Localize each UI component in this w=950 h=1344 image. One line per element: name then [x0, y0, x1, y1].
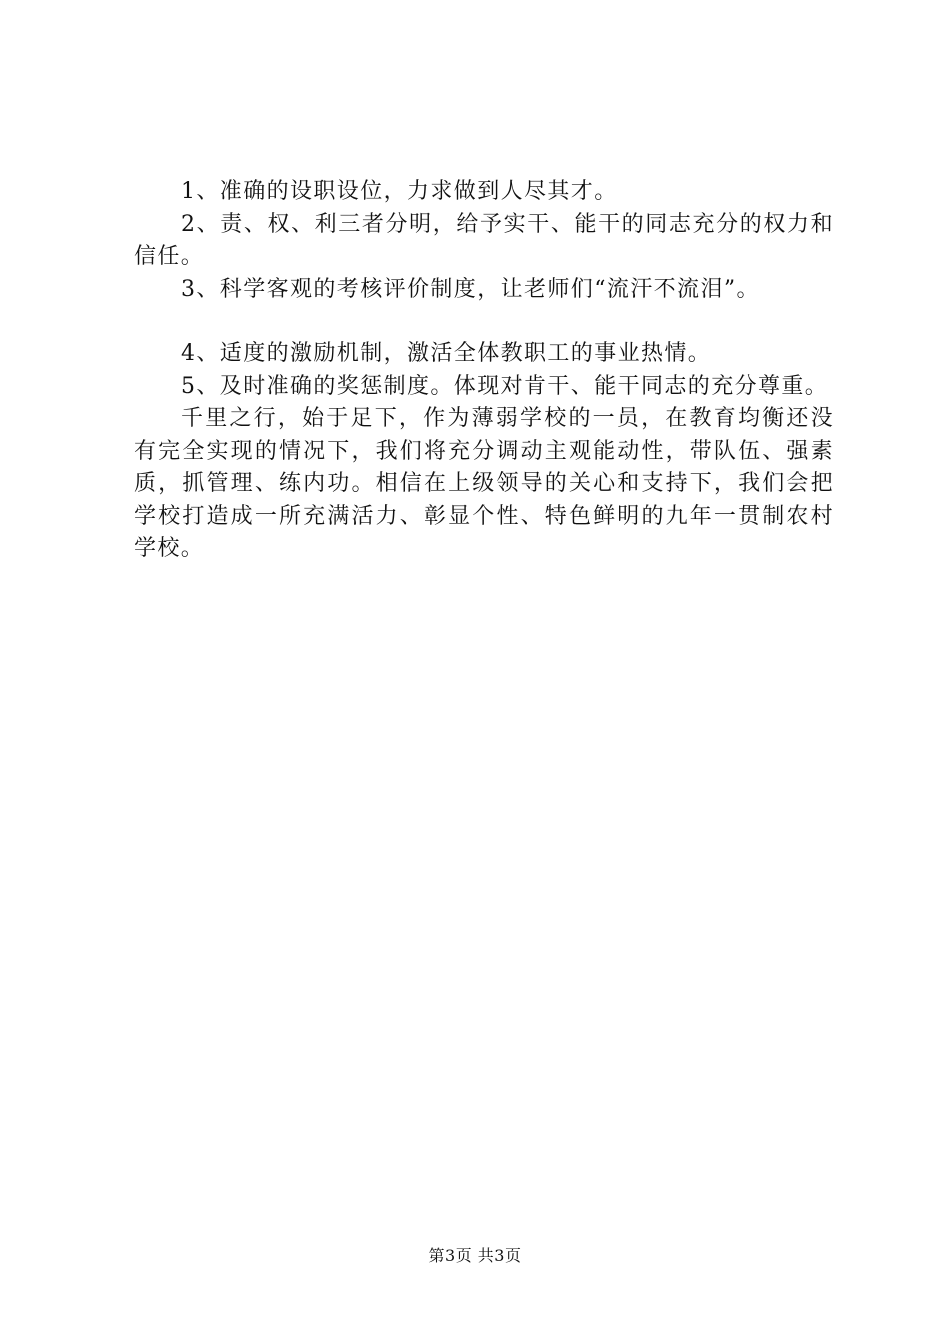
page-number-footer: 第3页 共3页 [428, 1246, 522, 1265]
list-item-1: 1、准确的设职设位，力求做到人尽其才。 [181, 179, 618, 204]
list-item-3: 3、科学客观的考核评价制度，让老师们“流汗不流泪”。 [181, 276, 760, 302]
paragraph-spacer [134, 306, 834, 338]
list-item-4: 4、适度的激励机制，激活全体教职工的事业热情。 [181, 341, 712, 366]
list-item-2: 2、责、权、利三者分明，给予实干、能干的同志充分的权力和信任。 [134, 211, 834, 269]
document-body [134, 176, 834, 566]
closing-paragraph: 千里之行，始于足下，作为薄弱学校的一员，在教育均衡还没有完全实现的情况下，我们将充分调动主观能动性，带队伍、强素质，抓管理、练内功。相信在上级领导的关心和支持下，我们会把学校打造成一所充满活力、彰显个性、特色鲜明的九年一贯制农村学校。 [134, 406, 834, 561]
list-item-5: 5、及时准确的奖惩制度。体现对肯干、能干同志的充分尊重。 [181, 373, 829, 399]
